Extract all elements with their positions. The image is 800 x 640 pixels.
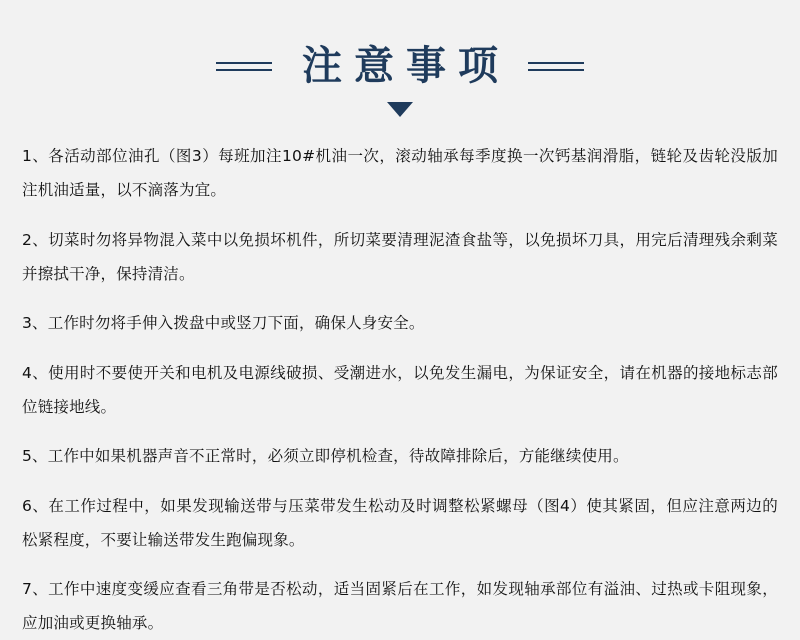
triangle-down-icon bbox=[387, 102, 413, 117]
list-item: 5、工作中如果机器声音不正常时，必须立即停机检查，待故障排除后，方能继续使用。 bbox=[22, 447, 629, 465]
page-title: 注意事项 bbox=[302, 43, 510, 89]
list-item: 3、工作时勿将手伸入拨盘中或竖刀下面，确保人身安全。 bbox=[22, 314, 425, 332]
double-line-rule-left-icon bbox=[216, 60, 272, 72]
page-title-row bbox=[0, 0, 800, 88]
notice-list bbox=[22, 139, 778, 640]
title-arrow-wrap bbox=[0, 102, 800, 117]
list-item: 2、切菜时勿将异物混入菜中以免损坏机件，所切菜要清理泥渣食盐等，以免损坏刀具，用完后清理残余剩菜并擦拭干净，保持清洁。 bbox=[22, 230, 778, 283]
double-line-rule-right-icon bbox=[528, 60, 584, 72]
list-item: 6、在工作过程中，如果发现输送带与压菜带发生松动及时调整松紧螺母（图4）使其紧固，但应注意两边的松紧程度，不要让输送带发生跑偏现象。 bbox=[22, 496, 778, 549]
list-item: 1、各活动部位油孔（图3）每班加注10#机油一次，滚动轴承每季度换一次钙基润滑脂，链轮及齿轮没版加注机油适量，以不滴落为宜。 bbox=[22, 147, 778, 199]
list-item: 4、使用时不要使开关和电机及电源线破损、受潮进水，以免发生漏电，为保证安全，请在机器的接地标志部位链接地线。 bbox=[22, 363, 778, 416]
list-item: 7、工作中速度变缓应查看三角带是否松动，适当固紧后在工作，如发现轴承部位有溢油、过热或卡阻现象，应加油或更换轴承。 bbox=[22, 580, 778, 632]
